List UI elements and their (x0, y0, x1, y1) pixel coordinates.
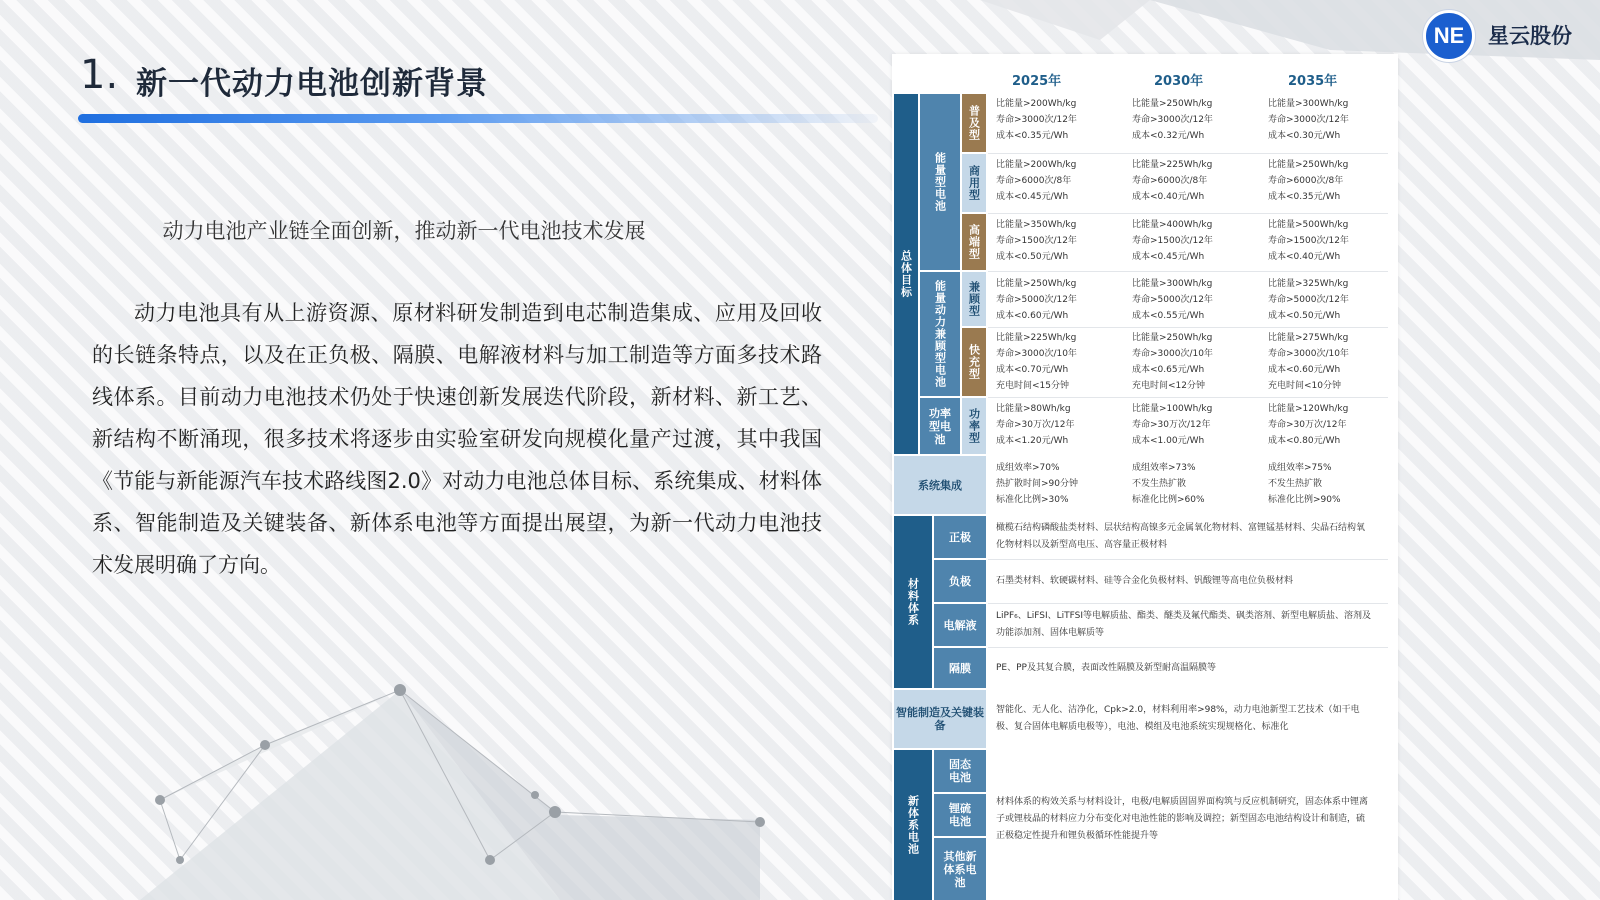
table-cell: 比能量>100Wh/kg 寿命>30万次/12年 成本<1.00元/Wh (1132, 404, 1213, 446)
year-header-2035: 2035年 (1288, 74, 1338, 89)
section-new-system-battery: 新体系电池 (894, 750, 932, 900)
table-cell: 比能量>250Wh/kg 寿命>3000次/12年 成本<0.32元/Wh (1132, 99, 1213, 141)
table-cell: 比能量>500Wh/kg 寿命>1500次/12年 成本<0.40元/Wh (1268, 220, 1349, 262)
section-energy-battery: 能量型电池 (920, 94, 960, 270)
section-manufacturing: 智能制造及关键装备 (894, 690, 986, 748)
page-title: 新一代动力电池创新背景 (136, 66, 488, 102)
table-cell: 比能量>225Wh/kg 寿命>3000次/10年 成本<0.70元/Wh 充电时间<15分钟 (996, 333, 1077, 391)
row-label-popular: 普及型 (962, 94, 986, 152)
section-power-battery: 功率型电池 (920, 398, 960, 454)
material-text-anode: 石墨类材料、软硬碳材料、硅等合金化负极材料、钒酸锂等高电位负极材料 (996, 576, 1294, 586)
brand-name: 星云股份 (1488, 24, 1572, 48)
material-label-cathode: 正极 (934, 516, 986, 558)
section-energy-power-battery: 能量动力兼顾型电池 (920, 272, 960, 396)
row-label-commercial: 商用型 (962, 154, 986, 212)
new-system-label-solid-state: 固态电池 (934, 750, 986, 792)
table-cell: 比能量>200Wh/kg 寿命>3000次/12年 成本<0.35元/Wh (996, 99, 1077, 141)
table-cell: 比能量>120Wh/kg 寿命>30万次/12年 成本<0.80元/Wh (1268, 404, 1349, 446)
material-label-anode: 负极 (934, 560, 986, 602)
company-logo: NE (1423, 10, 1475, 62)
material-label-separator: 隔膜 (934, 648, 986, 688)
table-cell: 比能量>300Wh/kg 寿命>3000次/12年 成本<0.30元/Wh (1268, 99, 1349, 141)
content-paragraph: 动力电池具有从上游资源、原材料研发制造到电芯制造集成、应用及回收的长链条特点，以及在正负极、隔膜、电解液材料与加工制造等方面多技术路线体系。目前动力电池技术仍处于快速创新发展迭代阶段，新材料、新工艺、新结构不断涌现，很多技术将逐步由实验室研发向规模化量产过渡，其中我国《节能与新能源汽车技术路线图2.0》对动力电池总体目标、系统集成、材料体系、智能制造及关键装备、新体系电池等方面提出展望，为新一代动力电池技术发展明确了方向。 (92, 301, 822, 577)
table-cell: 比能量>200Wh/kg 寿命>6000次/8年 成本<0.45元/Wh (996, 160, 1077, 202)
material-text-cathode: 橄榄石结构磷酸盐类材料、层状结构高镍多元金属氧化物材料、富锂锰基材料、尖晶石结构氧化物材料以及新型高电压、高容量正极材料 (996, 523, 1366, 550)
section-materials: 材料体系 (894, 516, 932, 688)
row-label-fast-charge: 快充型 (962, 328, 986, 396)
material-text-separator: PE、PP及其复合膜，表面改性隔膜及新型耐高温隔膜等 (996, 663, 1216, 673)
table-cell: 比能量>325Wh/kg 寿命>5000次/12年 成本<0.50元/Wh (1268, 279, 1349, 321)
title-underline-bar (78, 114, 878, 123)
section-system-integration: 系统集成 (894, 456, 986, 514)
table-cell: 比能量>275Wh/kg 寿命>3000次/10年 成本<0.60元/Wh 充电时间<10分钟 (1268, 333, 1349, 391)
row-label-balanced: 兼顾型 (962, 272, 986, 326)
table-cell: 比能量>225Wh/kg 寿命>6000次/8年 成本<0.40元/Wh (1132, 160, 1213, 202)
new-system-label-lithium-sulfur: 锂硫电池 (934, 794, 986, 836)
new-system-text: 材料体系的构效关系与材料设计，电极/电解质固固界面构筑与反应机制研究，固态体系中锂离子或锂枝晶的材料应力分布变化对电池性能的影响及调控；新型固态电池结构设计和制造，硫正极稳定性提升和锂负极循环性能提升等 (996, 797, 1369, 841)
material-text-electrolyte: LiPF₆、LiFSI、LiTFSI等电解质盐、酯类、醚类及氟代酯类、砜类溶剂、新型电解质盐、溶剂及功能添加剂、固体电解质等 (996, 611, 1372, 638)
section-overall-goal: 总体目标 (894, 94, 918, 454)
table-cell: 比能量>80Wh/kg 寿命>30万次/12年 成本<1.20元/Wh (996, 404, 1075, 446)
new-system-label-other: 其他新体系电池 (934, 838, 986, 900)
table-cell: 比能量>300Wh/kg 寿命>5000次/12年 成本<0.55元/Wh (1132, 279, 1213, 321)
year-header-2030: 2030年 (1154, 74, 1204, 89)
material-label-electrolyte: 电解液 (934, 604, 986, 646)
roadmap-table (892, 54, 1398, 900)
table-cell: 比能量>350Wh/kg 寿命>1500次/12年 成本<0.50元/Wh (996, 220, 1077, 262)
year-header-2025: 2025年 (1012, 74, 1062, 89)
content-subtitle: 动力电池产业链全面创新，推动新一代电池技术发展 (162, 219, 646, 243)
table-cell: 比能量>400Wh/kg 寿命>1500次/12年 成本<0.45元/Wh (1132, 220, 1213, 262)
table-cell: 比能量>250Wh/kg 寿命>6000次/8年 成本<0.35元/Wh (1268, 160, 1349, 202)
row-label-power: 功率型 (962, 398, 986, 454)
table-cell: 比能量>250Wh/kg 寿命>5000次/12年 成本<0.60元/Wh (996, 279, 1077, 321)
table-cell: 成组效率>75% 不发生热扩散 标准化比例>90% (1268, 463, 1341, 505)
row-label-high-end: 高端型 (962, 214, 986, 270)
table-cell: 成组效率>73% 不发生热扩散 标准化比例>60% (1132, 463, 1205, 505)
title-number: 1. (80, 52, 119, 98)
table-cell: 成组效率>70% 热扩散时间>90分钟 标准化比例>30% (996, 463, 1078, 505)
manufacturing-text: 智能化、无人化、洁净化，Cpk>2.0，材料利用率>98%，动力电池新型工艺技术（如干电极、复合固体电解质电极等），电池、模组及电池系统实现规格化、标准化 (996, 705, 1360, 732)
table-cell: 比能量>250Wh/kg 寿命>3000次/10年 成本<0.65元/Wh 充电时间<12分钟 (1132, 333, 1213, 391)
